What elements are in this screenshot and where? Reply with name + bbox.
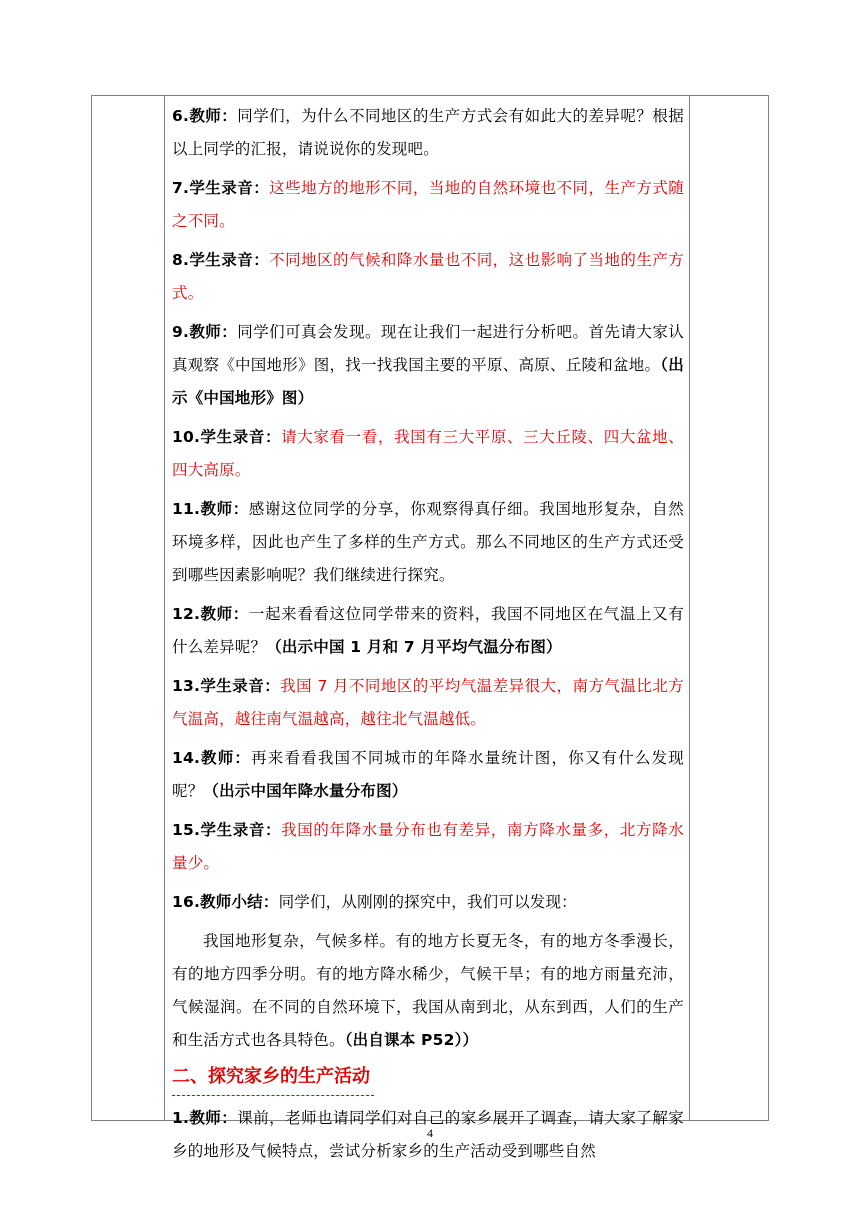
table-border-top bbox=[91, 95, 769, 96]
speech-text: 同学们，从刚刚的探究中，我们可以发现： bbox=[278, 893, 577, 911]
speaker-label: 1.教师： bbox=[172, 1109, 238, 1127]
speaker-label: 14.教师： bbox=[172, 749, 252, 767]
dialogue-paragraph bbox=[172, 814, 684, 880]
dialogue-paragraph bbox=[172, 100, 684, 166]
dialogue-paragraph bbox=[172, 742, 684, 808]
speech-text: 再来看看我国不同城市的年降水量统计图，你又有什么发现呢？ bbox=[172, 749, 684, 800]
speech-text: 我国地形复杂，气候多样。有的地方长夏无冬，有的地方冬季漫长，有的地方四季分明。有的地方降水稀少，气候干旱；有的地方雨量充沛，气候湿润。在不同的自然环境下，我国从南到北，从东到西，人们的生产和生活方式也各具特色。 bbox=[172, 932, 684, 1049]
dialogue-paragraph bbox=[172, 670, 684, 736]
table-column-divider-2 bbox=[689, 95, 690, 1121]
student-speech-text: 我国 7 月不同地区的平均气温差异很大，南方气温比北方气温高，越往南气温越高，越往北气温越低。 bbox=[172, 677, 684, 728]
lesson-content bbox=[172, 100, 684, 1174]
speaker-label: 8.学生录音： bbox=[172, 251, 270, 269]
speech-text: 一起来看看这位同学带来的资料，我国不同地区在气温上又有什么差异呢？ bbox=[172, 605, 684, 656]
stage-direction-text: （出示中国年降水量分布图） bbox=[203, 782, 408, 800]
student-speech-text: 请大家看一看，我国有三大平原、三大丘陵、四大盆地、四大高原。 bbox=[172, 428, 684, 479]
speaker-label: 11.教师： bbox=[172, 500, 249, 518]
speaker-label: 15.学生录音： bbox=[172, 821, 282, 839]
speaker-label: 7.学生录音： bbox=[172, 179, 270, 197]
stage-direction-text: （出示中国 1 月和 7 月平均气温分布图） bbox=[266, 638, 562, 656]
speech-text: 课前，老师也请同学们对自己的家乡展开了调查，请大家了解家乡的地形及气候特点，尝试分析家乡的生产活动受到哪些自然 bbox=[172, 1109, 684, 1160]
stage-direction-text: （出示《中国地形》图） bbox=[172, 356, 684, 407]
dialogue-paragraph bbox=[172, 598, 684, 664]
student-speech-text: 这些地方的地形不同，当地的自然环境也不同，生产方式随之不同。 bbox=[172, 179, 685, 230]
student-speech-text: 我国的年降水量分布也有差异，南方降水量多，北方降水量少。 bbox=[172, 821, 684, 872]
dialogue-paragraphs bbox=[172, 100, 684, 1057]
dialogue-paragraph bbox=[172, 925, 684, 1057]
dialogue-paragraph bbox=[172, 172, 684, 238]
section-heading: 二、探究家乡的生产活动 bbox=[172, 1059, 374, 1096]
table-border-right bbox=[768, 95, 769, 1121]
speaker-label: 6.教师： bbox=[172, 107, 238, 125]
page-number: 4 bbox=[427, 1126, 433, 1140]
speaker-label: 13.学生录音： bbox=[172, 677, 281, 695]
stage-direction-text: （出自课本 P52）） bbox=[344, 1031, 479, 1049]
dialogue-paragraph bbox=[172, 244, 684, 310]
speech-text: 同学们可真会发现。现在让我们一起进行分析吧。首先请大家认真观察《中国地形》图，找一找我国主要的平原、高原、丘陵和盆地。 bbox=[172, 323, 684, 374]
speaker-label: 9.教师： bbox=[172, 323, 238, 341]
speaker-label: 12.教师： bbox=[172, 605, 249, 623]
dialogue-paragraph bbox=[172, 421, 684, 487]
table-column-divider-1 bbox=[164, 95, 165, 1121]
student-speech-text: 不同地区的气候和降水量也不同，这也影响了当地的生产方式。 bbox=[172, 251, 685, 302]
dialogue-paragraph bbox=[172, 493, 684, 592]
speaker-label: 10.学生录音： bbox=[172, 428, 282, 446]
dialogue-paragraph bbox=[172, 886, 684, 919]
dialogue-paragraph bbox=[172, 316, 684, 415]
table-border-left bbox=[91, 95, 92, 1121]
speech-text: 感谢这位同学的分享，你观察得真仔细。我国地形复杂，自然环境多样，因此也产生了多样的生产方式。那么不同地区的生产方式还受到哪些因素影响呢？我们继续进行探究。 bbox=[172, 500, 684, 584]
speech-text: 同学们，为什么不同地区的生产方式会有如此大的差异呢？根据以上同学的汇报，请说说你的发现吧。 bbox=[172, 107, 684, 158]
speaker-label: 16.教师小结： bbox=[172, 893, 279, 911]
